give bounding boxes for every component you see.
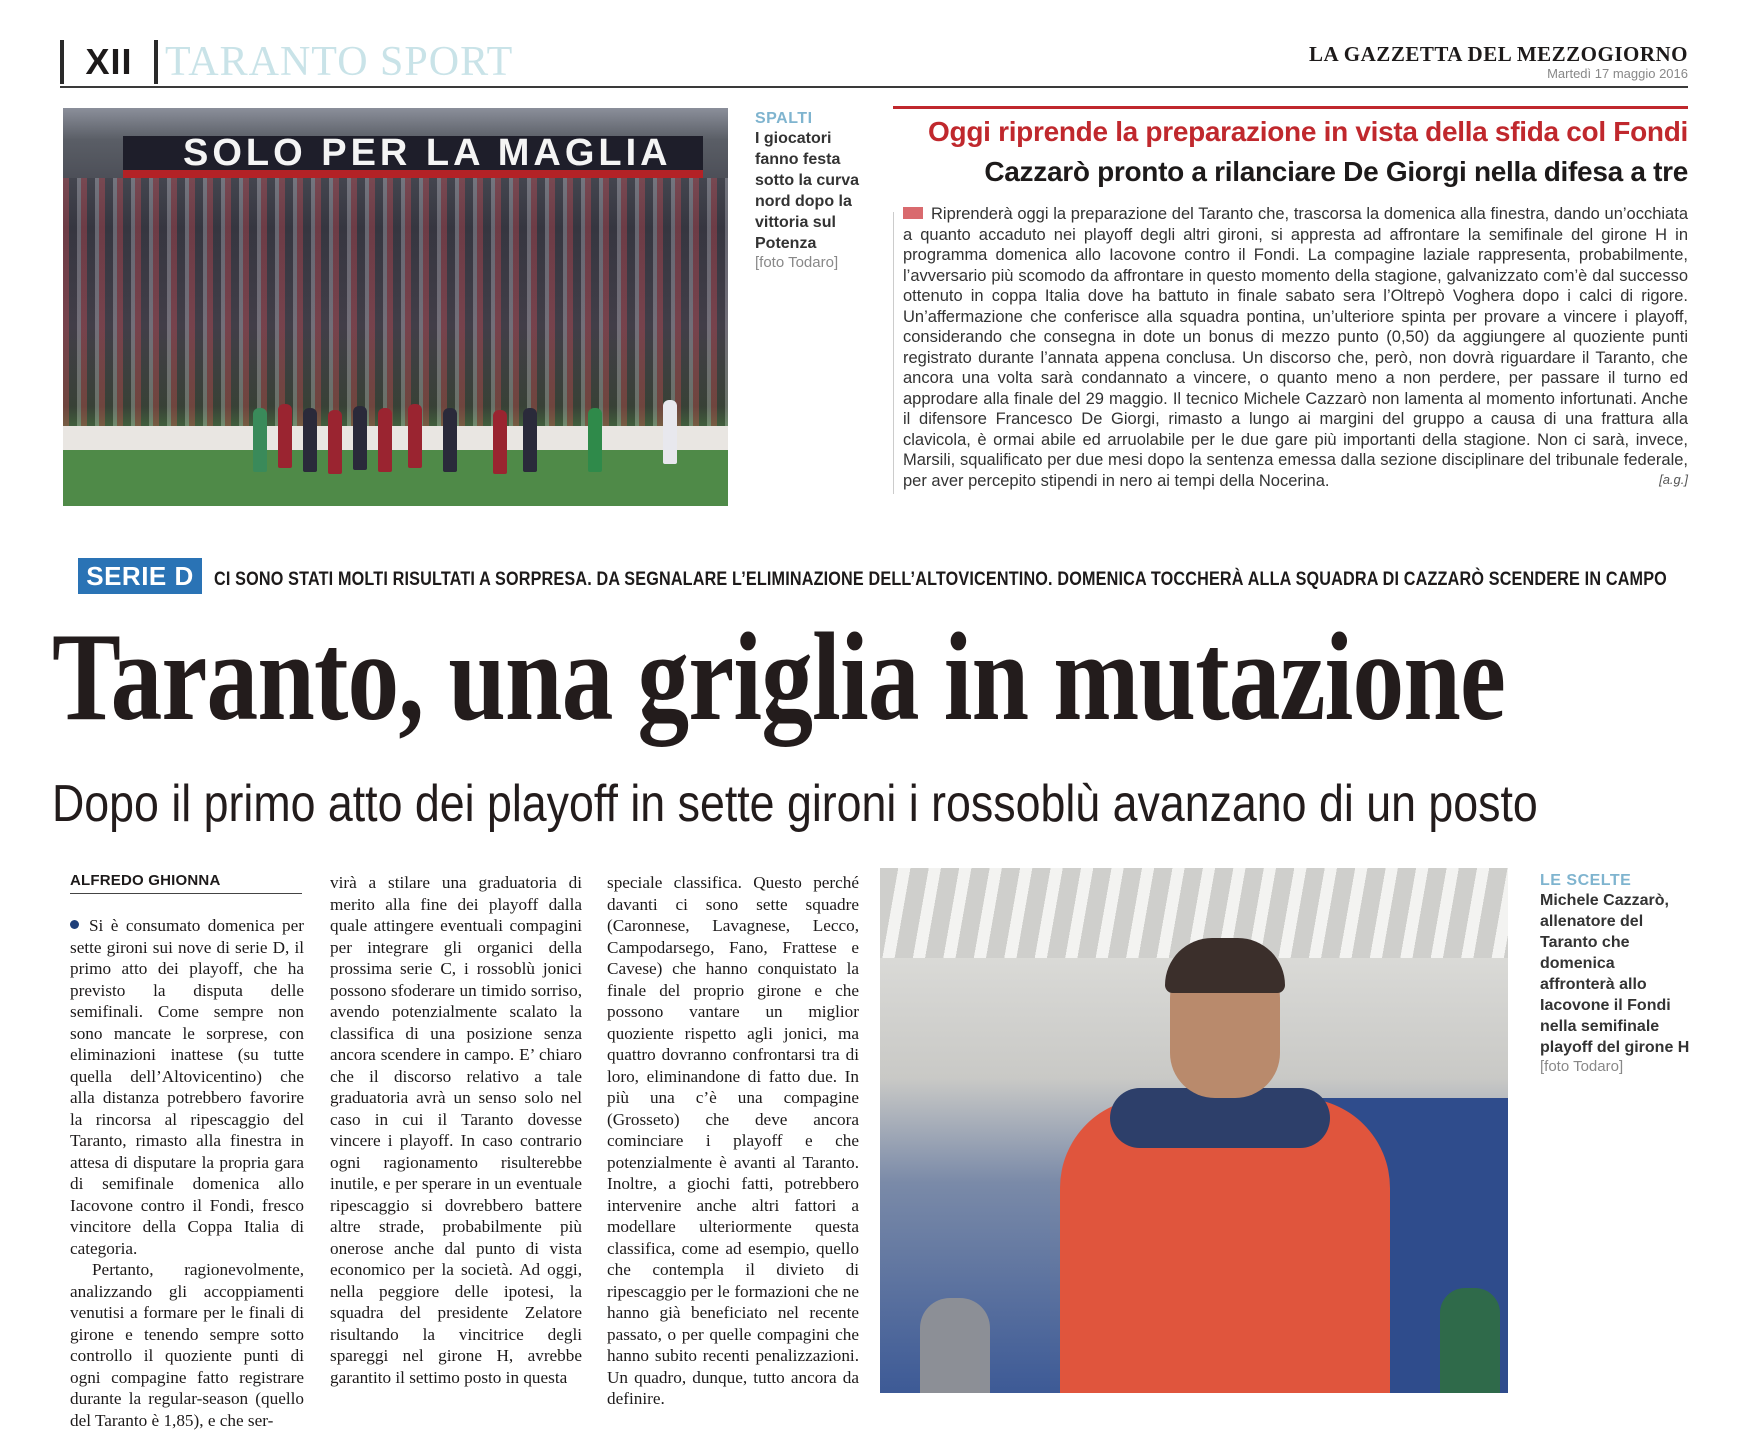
article-column-1 (70, 915, 304, 1431)
player-figure (443, 408, 457, 472)
header-rule (60, 86, 1688, 88)
story-kicker: CI SONO STATI MOLTI RISULTATI A SORPRESA. DA SEGNALARE L’ELIMINAZIONE DELL’ALTOVICENTINO. DOMENICA TOCCHERÀ ALLA SQUADRA DI CAZZARÒ SCENDERE IN CAMPO (214, 568, 1667, 590)
player-figure (493, 410, 507, 474)
photo-credit: [foto Todaro] (1540, 1058, 1624, 1075)
section-title: TARANTO SPORT (165, 39, 514, 85)
article-paragraph: speciale classifica. Questo perché davanti ci sono sette squadre (Caronnese, Lavagnese, Lecco, Campodarsego, Fano, Frattese e Cavese) che hanno conquistato la finale del proprio girone e che possono vantare un miglior quoziente rispetto agli jonici, ma quattro dovranno confrontarsi tra di loro, eliminandone di fatto due. In più una c’è una compagine (Grosseto) che deve ancora cominciare i playoff e che potenzialmente è avanti al Taranto. Inoltre, a giochi fatti, potrebbero intervenire anche altri fattori a modellare ulteriormente questa classifica, come ad esempio, quello che contempla il divieto di ripescaggio per le formazioni che ne hanno già beneficiato nel recente passato, o per quelle compagini che hanno subito recenti penalizzazioni. Un quadro, dunque, tutto ancora da definire. (607, 873, 859, 1408)
pitch (63, 450, 728, 506)
player-figure (588, 408, 602, 472)
brief-body (903, 204, 1688, 491)
bench-player (1440, 1288, 1500, 1393)
brief-subheadline: Cazzarò pronto a rilanciare De Giorgi nella difesa a tre (984, 156, 1688, 187)
crowd (63, 178, 728, 428)
player-figure (303, 408, 317, 472)
serie-d-badge: SERIE D (78, 558, 202, 594)
story-headline: Taranto, una griglia in mutazione (52, 608, 1506, 747)
brief-body-text: Riprenderà oggi la preparazione del Taranto che, trascorsa la domenica alla finestra, dando un’occhiata a quanto accaduto nei playoff degli altri gironi, si appresta ad affrontare la semifinale del girone H in programma domenica allo Iacovone contro il Fondi. La compagine laziale rappresenta, probabilmente, l’avversario più scomodo da affrontare in questo momento della stagione, galvanizzato com’è dal successo ottenuto in coppa Italia dove ha battuto in finale sabato sera l’Oltrepò Voghera dopo i calci di rigore. Un’affermazione che conferisce alla squadra pontina, un’ulteriore spinta per provare a vincere i playoff, considerando che consegna in dote un bonus di mezzo punto (0,50) da aggiungere al quoziente punti registrato durante l’annata appena conclusa. Un discorso che, però, non dovrà riguardare il Taranto, che ancora una volta sarà condannato a vincere, o quanto meno a non perdere, per passare il turno ed approdare alla finale del 29 maggio. Il tecnico Michele Cazzarò non lamenta al momento infortunati. Anche il difensore Francesco De Giorgi, rimasto a lungo ai margini del gruppo a causa di una frattura alla clavicola, è ormai abile ed arruolabile per le due gare più importanti della stagione. Non ci sarà, invece, Marsili, squalificato per due mesi dopo la sentenza emessa dalla sezione disciplinare del tribunale federale, per aver percepito stipendi in nero ai tempi della Nocerina. (903, 205, 1688, 490)
player-figure (253, 408, 267, 472)
coach-portrait-photo (880, 868, 1508, 1393)
player-figure (378, 408, 392, 472)
caption-kicker: LE SCELTE (1540, 872, 1632, 889)
article-paragraph: virà a stilare una graduatoria di merito alla fine dei playoff dalla quale attingere eventuali compagini per integrare gli organici della prossima serie C, i rossoblù jonici possono sfoderare un timido sorriso, avendo potenzialmente scalato la classifica di una posizione senza ancora scendere in campo. E’ chiaro che il discorso relativo a tale graduatoria avrà un senso solo nel caso in cui il Taranto dovesse vincere i playoff. In caso contrario ogni ragionamento risulterebbe inutile, e per sperare in un eventuale ripescaggio si dovrebbero battere altre strade, probabilmente più onerose anche dal punto di vista economico per la società. Ad oggi, nella peggiore delle ipotesi, la squadra del presidente Zelatore risultando la vincitrice degli spareggi nel girone H, avrebbe garantito il settimo posto in questa (330, 873, 582, 1387)
caption-text: I giocatori fanno festa sotto la curva nord dopo la vittoria sul Potenza (755, 130, 860, 252)
masthead: LA GAZZETTA DEL MEZZOGIORNO (1309, 42, 1688, 66)
article-column-3 (607, 872, 859, 1410)
paragraph-text: Si è consumato domenica per sette gironi sui nove di serie D, il primo atto dei playoff, che ha previsto la disputa delle semifinali. Come sempre non sono mancate le sorprese, con eliminazioni inattese (su tutte quella dell’Altovicentino) che alla distanza potrebbero favorire la rincorsa al ripescaggio del Taranto, rimasto alla finestra in attesa di disputare la propria gara di semifinale domenica allo Iacovone contro il Fondi, fresco vincitore della Coppa Italia di categoria. (70, 916, 304, 1258)
article-paragraph: Pertanto, ragionevolmente, analizzando gli accoppiamenti venutisi a formare per le finali di girone e tenendo sempre sotto controllo il quoziente punti di ogni compagine fatto registrare durante la regular-season (quello del Taranto è 1,85), e che ser- (70, 1260, 304, 1430)
bench-person (920, 1298, 990, 1393)
bullet-icon (70, 920, 79, 929)
page-number: XII (60, 40, 158, 84)
caption-text: Michele Cazzarò, allenatore del Taranto che domenica affronterà allo Iacovone il Fondi nella semifinale playoff del girone H (1540, 892, 1690, 1056)
brief-article (893, 106, 1688, 494)
brief-top-rule (893, 106, 1688, 109)
player-figure (663, 400, 677, 464)
byline: ALFREDO GHIONNA (70, 872, 302, 894)
player-figure (328, 410, 342, 474)
player-figure (353, 406, 367, 470)
caption-kicker: SPALTI (755, 110, 813, 127)
brief-headline: Oggi riprende la preparazione in vista della sfida col Fondi (928, 116, 1688, 147)
brief-side-rule (893, 212, 894, 494)
fan-banner-text: SOLO PER LA MAGLIA (183, 132, 672, 174)
story-subheadline: Dopo il primo atto dei playoff in sette gironi i rossoblù avanzano di un posto (52, 775, 1538, 833)
player-figure (408, 404, 422, 468)
article-column-2 (330, 872, 582, 1388)
photo-caption-spalti (755, 110, 875, 271)
article-paragraph (70, 915, 304, 1259)
photo-caption-le-scelte (1540, 872, 1690, 1075)
player-figure (278, 404, 292, 468)
photo-credit: [foto Todaro] (755, 254, 839, 271)
brief-signature: [a.g.] (1659, 472, 1688, 487)
player-figure (523, 408, 537, 472)
stadium-celebration-photo (63, 108, 728, 506)
red-marker-icon (903, 207, 923, 219)
advertising-boards (63, 426, 728, 450)
page-date: Martedì 17 maggio 2016 (1547, 66, 1688, 81)
